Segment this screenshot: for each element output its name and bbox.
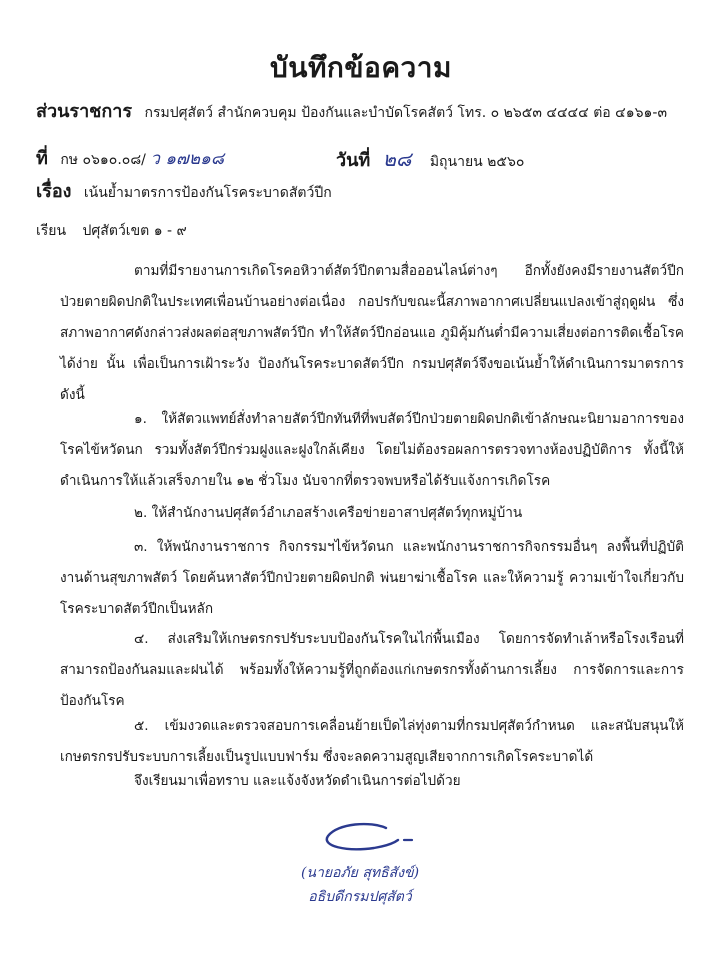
document-number	[36, 143, 224, 172]
measure-item-5-text: ๕. เข้มงวดและตรวจสอบการเคลื่อนย้ายเป็ดไล่ทุ่งตามที่กรมปศุสัตว์กำหนด และสนับสนุนให้เกษตรกรปรับระบบการเลี้ยงเป็นรูปแบบฟาร์ม ซึ่งจะลดความสูญเสียจากการเกิดโรคระบาดได้	[60, 718, 684, 765]
measure-item-5	[60, 711, 684, 773]
recipient-row	[36, 220, 187, 242]
recipient-text: ปศุสัตว์เขต ๑ - ๙	[82, 223, 187, 239]
measure-item-3	[60, 532, 684, 625]
measure-item-2	[60, 498, 684, 529]
measure-item-4	[60, 624, 684, 717]
signer-title: อธิบดีกรมปศุสัตว์	[308, 889, 412, 905]
measure-item-4-text: ๔. ส่งเสริมให้เกษตรกรปรับระบบป้องกันโรคในไก่พื้นเมือง โดยการจัดทำเล้าหรือโรงเรือนที่สามารถป้องกันลมและฝนได้ พร้อมทั้งให้ความรู้ที่ถูกต้องแก่เกษตรกรทั้งด้านการเลี้ยง การจัดการและการป้องกันโรค	[60, 631, 684, 709]
measure-item-3-text: ๓. ให้พนักงานราชการ กิจกรรมฯไข้หวัดนก และพนักงานราชการกิจกรรมอื่นๆ ลงพื้นที่ปฏิบัติงานด้านสุขภาพสัตว์ โดยค้นหาสัตว์ปีกป่วยตายผิดปกติ พ่นยาฆ่าเชื้อโรค และให้ความรู้ ความเข้าใจเกี่ยวกับโรคระบาดสัตว์ปีกเป็นหลัก	[60, 539, 684, 617]
subject-row	[36, 176, 332, 205]
memo-title: บันทึกข้อความ	[270, 51, 452, 84]
subject-text: เน้นย้ำมาตรการป้องกันโรคระบาดสัตว์ปีก	[83, 185, 332, 201]
number-handwritten: ว ๑๗๒๑๘	[150, 149, 224, 169]
signature-mark	[316, 818, 416, 858]
measure-item-2-text: ๒. ให้สำนักงานปศุสัตว์อำเภอสร้างเครือข่ายอาสาปศุสัตว์ทุกหมู่บ้าน	[134, 505, 523, 521]
agency-row	[36, 96, 667, 125]
intro-paragraph	[60, 256, 684, 411]
measure-item-1	[60, 404, 684, 497]
recipient-label: เรียน	[36, 223, 67, 239]
subject-label: เรื่อง	[36, 181, 72, 202]
date-day-handwritten: ๒๘	[382, 147, 412, 171]
intro-text: ตามที่มีรายงานการเกิดโรคอหิวาต์สัตว์ปีกตามสื่อออนไลน์ต่างๆ อีกทั้งยังคงมีรายงานสัตว์ปีกป่วยตายผิดปกติในประเทศเพื่อนบ้านอย่างต่อเนื่อง กอปรกับขณะนี้สภาพอากาศเปลี่ยนแปลงเข้าสู่ฤดูฝน ซึ่งสภาพอากาศดังกล่าวส่งผลต่อสุขภาพสัตว์ปีก ทำให้สัตว์ปีกอ่อนแอ ภูมิคุ้มกันต่ำมีความเสี่ยงต่อการติดเชื้อโรคได้ง่าย นั้น เพื่อเป็นการเฝ้าระวัง ป้องกันโรคระบาดสัตว์ปีก กรมปศุสัตว์จึงขอเน้นย้ำให้ดำเนินการมาตรการ ดังนี้	[60, 263, 684, 403]
agency-label: ส่วนราชการ	[36, 101, 133, 122]
number-prefix: กษ ๐๖๑๐.๐๘/	[60, 152, 146, 168]
measure-item-1-text: ๑. ให้สัตวแพทย์สั่งทำลายสัตว์ปีกทันทีที่พบสัตว์ปีกป่วยตายผิดปกติเข้าลักษณะนิยามอาการของโรคไข้หวัดนก รวมทั้งสัตว์ปีกร่วมฝูงและฝูงใกล้เคียง โดยไม่ต้องรอผลการตรวจทางห้องปฏิบัติการ ทั้งนี้ให้ดำเนินการให้แล้วเสร็จภายใน ๑๒ ชั่วโมง นับจากที่ตรวจพบหรือได้รับแจ้งการเกิดโรค	[60, 411, 684, 489]
number-label: ที่	[36, 148, 48, 169]
closing-paragraph	[60, 766, 684, 797]
agency-text: กรมปศุสัตว์ สำนักควบคุม ป้องกันและบำบัดโรคสัตว์ โทร. ๐ ๒๖๕๓ ๔๔๔๔ ต่อ ๔๑๖๑-๓	[144, 105, 668, 121]
date-label: วันที่	[336, 150, 371, 171]
document-date	[336, 143, 524, 175]
closing-text: จึงเรียนมาเพื่อทราบ และแจ้งจังหวัดดำเนินการต่อไปด้วย	[134, 773, 461, 789]
signer-name: (นายอภัย สุทธิสังข์)	[300, 865, 420, 881]
date-month-year: มิถุนายน ๒๕๖๐	[429, 154, 525, 170]
